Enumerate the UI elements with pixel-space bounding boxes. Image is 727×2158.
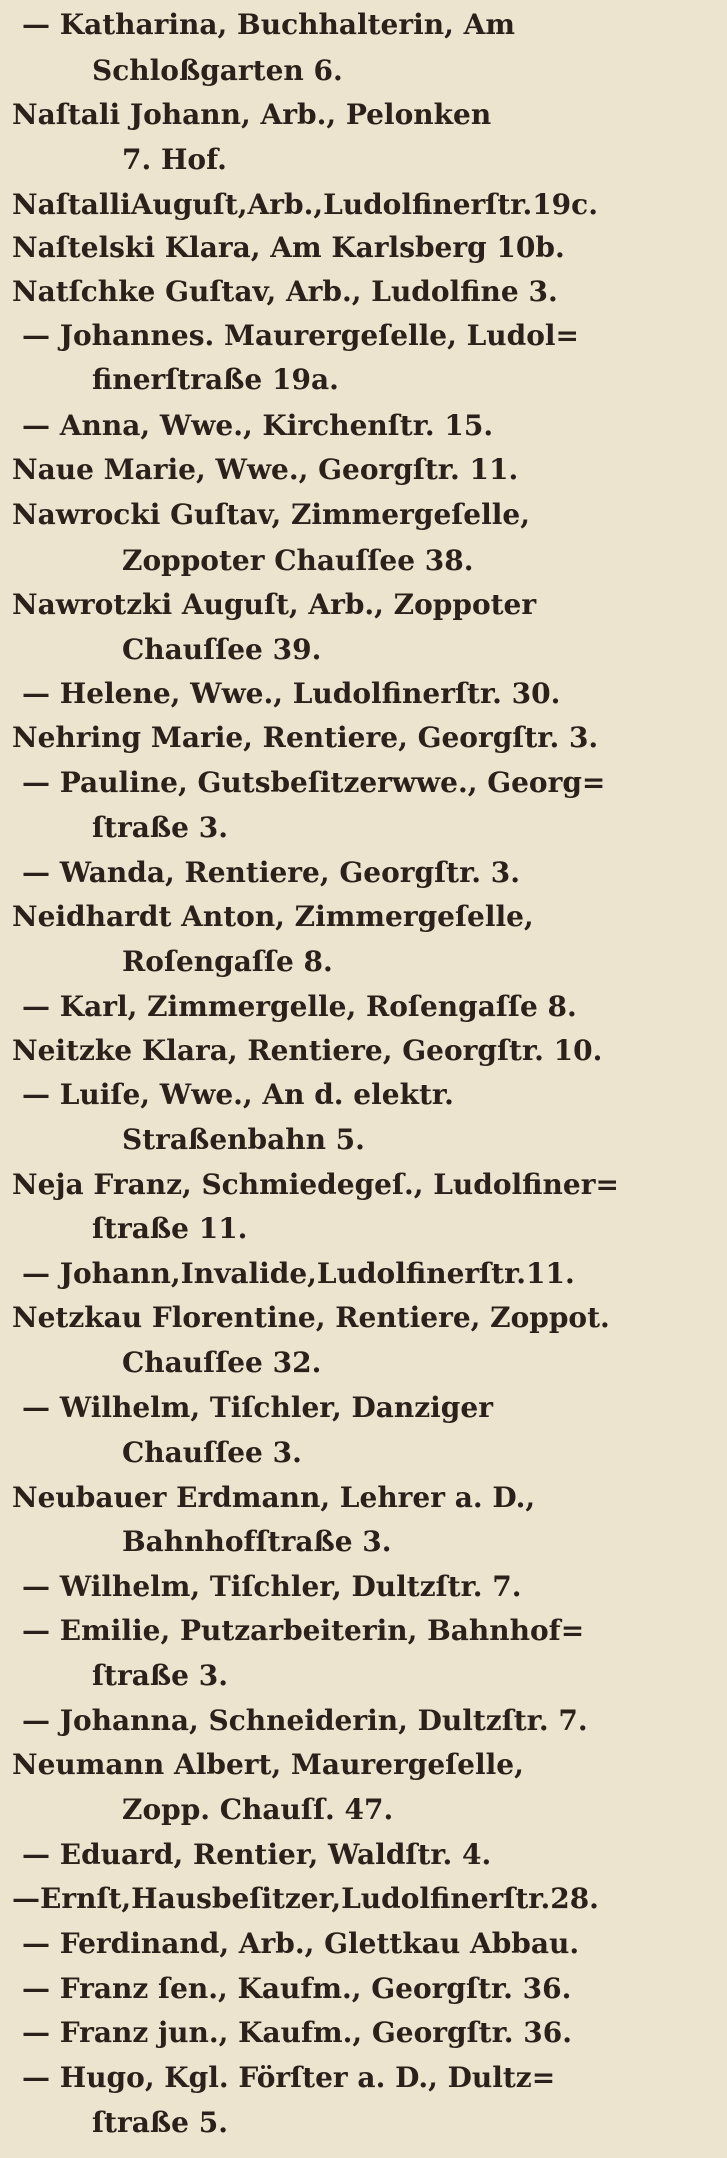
entry-line: — Hugo, Kgl. Förſter a. D., Dultz= [22, 2061, 556, 2094]
entry-line: Neja Franz, Schmiedegeſ., Ludolfiner= [12, 1168, 619, 1201]
entry-line: Chauſſee 3. [122, 1436, 302, 1469]
entry-line: — Katharina, Buchhalterin, Am [22, 8, 515, 41]
entry-line: — Johann,Invalide,Ludolfinerſtr.11. [22, 1257, 575, 1290]
entry-line: Naſtali Johann, Arb., Pelonken [12, 98, 492, 131]
entry-line: Chauſſee 32. [122, 1346, 322, 1379]
entry-line: Naue Marie, Wwe., Georgſtr. 11. [12, 453, 519, 486]
entry-line: Neidhardt Anton, Zimmergeſelle, [12, 900, 534, 933]
entry-line: Nawrocki Guſtav, Zimmergeſelle, [12, 498, 530, 531]
entry-line: NaſtalliAuguſt,Arb.,Ludolfinerſtr.19c. [12, 188, 598, 221]
entry-line: — Ferdinand, Arb., Glettkau Abbau. [22, 1927, 580, 1960]
entry-line: — Wanda, Rentiere, Georgſtr. 3. [22, 856, 520, 889]
entry-line: — Wilhelm, Tiſchler, Danziger [22, 1391, 493, 1424]
entry-line: ſtraße 11. [92, 1212, 248, 1245]
entry-line: Neubauer Erdmann, Lehrer a. D., [12, 1481, 536, 1514]
entry-line: —Ernſt,Hausbeſitzer,Ludolfinerſtr.28. [12, 1882, 599, 1915]
entry-line: Bahnhofſtraße 3. [122, 1525, 392, 1558]
entry-line: ſtraße 3. [92, 811, 228, 844]
entry-line: Netzkau Florentine, Rentiere, Zoppot. [12, 1301, 610, 1334]
entry-line: — Franz ſen., Kaufm., Georgſtr. 36. [22, 1972, 572, 2005]
entry-line: Nehring Marie, Rentiere, Georgſtr. 3. [12, 721, 599, 754]
entry-line: — Eduard, Rentier, Waldſtr. 4. [22, 1838, 492, 1871]
entry-line: finerſtraße 19a. [92, 363, 339, 396]
entry-line: Roſengaſſe 8. [122, 945, 333, 978]
entry-line: — Johannes. Maurergeſelle, Ludol= [22, 319, 580, 352]
entry-line: — Luiſe, Wwe., An d. elektr. [22, 1078, 454, 1111]
entry-line: Zopp. Chauſſ. 47. [122, 1793, 394, 1826]
entry-line: — Pauline, Gutsbeſitzerwwe., Georg= [22, 766, 606, 799]
entry-line: — Franz jun., Kaufm., Georgſtr. 36. [22, 2016, 572, 2049]
entry-line: Neitzke Klara, Rentiere, Georgſtr. 10. [12, 1034, 603, 1067]
entry-line: 7. Hof. [122, 143, 227, 176]
entry-line: Straßenbahn 5. [122, 1123, 365, 1156]
entry-line: Schloßgarten 6. [92, 54, 343, 87]
entry-line: — Wilhelm, Tiſchler, Dultzſtr. 7. [22, 1570, 522, 1603]
entry-line: Neumann Albert, Maurergeſelle, [12, 1748, 524, 1781]
entry-line: — Karl, Zimmergelle, Roſengaſſe 8. [22, 990, 577, 1023]
entry-line: Chauſſee 39. [122, 633, 322, 666]
entry-line: ſtraße 3. [92, 1659, 228, 1692]
entry-line: — Johanna, Schneiderin, Dultzſtr. 7. [22, 1704, 588, 1737]
entry-line: Nawrotzki Auguſt, Arb., Zoppoter [12, 588, 537, 621]
entry-line: — Helene, Wwe., Ludolfinerſtr. 30. [22, 677, 561, 710]
entry-line: — Anna, Wwe., Kirchenſtr. 15. [22, 409, 494, 442]
entry-line: Natſchke Guſtav, Arb., Ludolfine 3. [12, 275, 558, 308]
entry-line: ſtraße 5. [92, 2106, 228, 2139]
entry-line: Naſtelski Klara, Am Karlsberg 10b. [12, 231, 565, 264]
entry-line: — Emilie, Putzarbeiterin, Bahnhof= [22, 1614, 585, 1647]
entry-line: Zoppoter Chauſſee 38. [122, 544, 474, 577]
